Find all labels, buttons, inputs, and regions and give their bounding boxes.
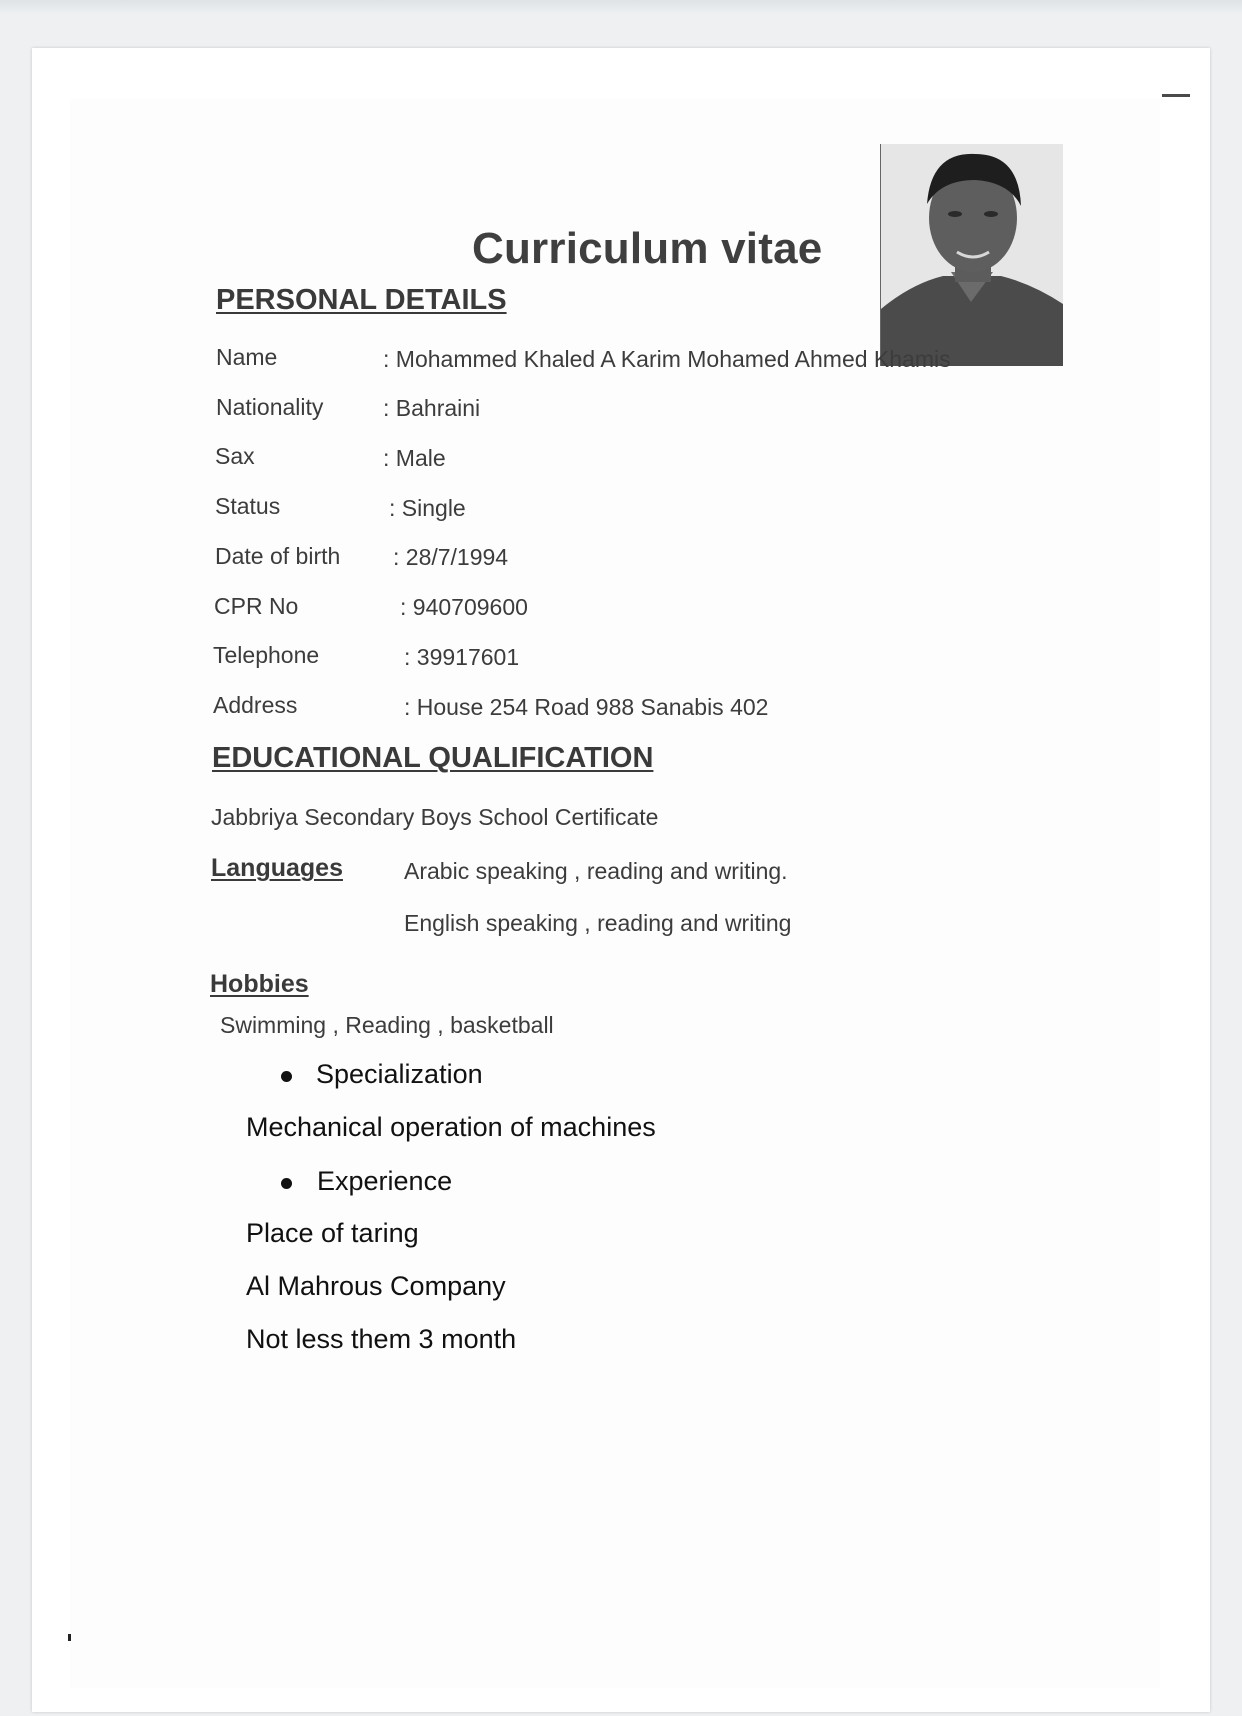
scan-mark: [1162, 94, 1190, 97]
status-label: Status: [215, 493, 281, 519]
profile-photo-image: [881, 144, 1063, 366]
profile-photo: [880, 144, 1063, 366]
experience-line: Al Mahrous Company: [246, 1271, 506, 1301]
languages-heading: Languages: [211, 854, 343, 882]
bullet-icon: [281, 1178, 292, 1189]
page-title: Curriculum vitae: [472, 224, 823, 273]
language-item: Arabic speaking , reading and writing.: [404, 858, 788, 884]
nationality-value: : Bahraini: [383, 395, 481, 421]
experience-line: Place of taring: [246, 1218, 419, 1248]
telephone-value: : 39917601: [404, 644, 520, 670]
sex-label: Sax: [215, 443, 255, 469]
bullet-icon: [281, 1071, 292, 1082]
personal-details-heading: PERSONAL DETAILS: [216, 284, 507, 316]
sex-value: : Male: [383, 445, 446, 471]
address-value: : House 254 Road 988 Sanabis 402: [404, 694, 769, 720]
status-value: : Single: [389, 495, 466, 521]
cpr-label: CPR No: [214, 593, 299, 619]
name-label: Name: [216, 344, 278, 370]
experience-line: Not less them 3 month: [246, 1324, 517, 1354]
language-item: English speaking , reading and writing: [404, 910, 792, 936]
education-value: Jabbriya Secondary Boys School Certificate: [211, 804, 659, 830]
hobbies-value: Swimming , Reading , basketball: [220, 1012, 554, 1038]
dob-value: : 28/7/1994: [393, 544, 509, 570]
dob-label: Date of birth: [215, 543, 341, 569]
scan-mark: [68, 1634, 71, 1641]
experience-heading: Experience: [317, 1166, 453, 1196]
nationality-label: Nationality: [216, 394, 324, 420]
hobbies-heading: Hobbies: [210, 970, 309, 998]
telephone-label: Telephone: [213, 642, 320, 668]
education-heading: EDUCATIONAL QUALIFICATION: [212, 742, 654, 774]
specialization-heading: Specialization: [316, 1059, 483, 1089]
specialization-value: Mechanical operation of machines: [246, 1112, 656, 1142]
address-label: Address: [213, 692, 298, 718]
document-page: [32, 48, 1210, 1712]
name-value: : Mohammed Khaled A Karim Mohamed Ahmed Khamis: [383, 346, 951, 372]
cpr-value: : 940709600: [400, 594, 528, 620]
